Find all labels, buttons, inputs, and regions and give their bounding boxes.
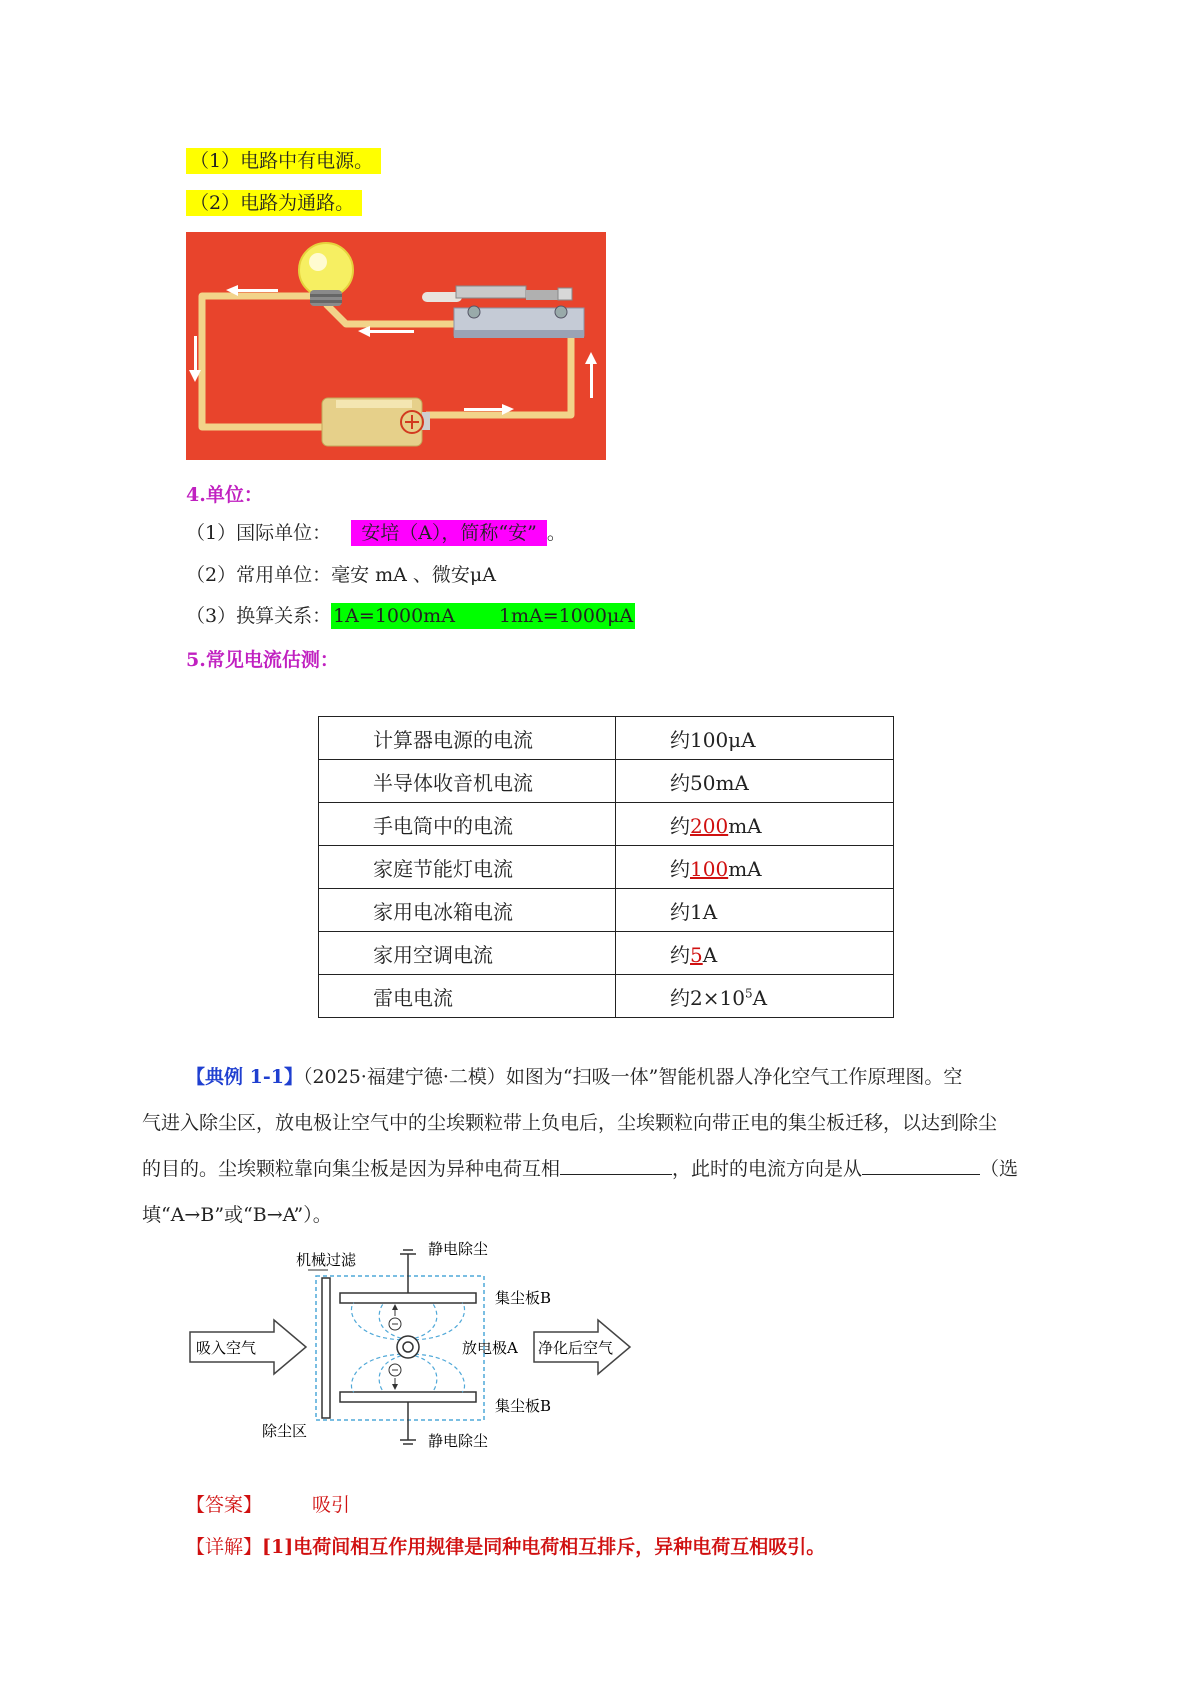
- conversion-prefix: （3）换算关系：: [186, 605, 332, 627]
- table-row: [319, 803, 894, 846]
- table-cell-item: 半导体收音机电流: [319, 760, 616, 803]
- si-unit-value: 安培（A），简称“安”: [351, 520, 547, 546]
- circuit-illustration: [186, 232, 606, 460]
- label-ground-bottom: 静电除尘: [428, 1432, 489, 1450]
- air-purifier-diagram: [188, 1240, 668, 1460]
- table-cell-value: 约$2\times 10^5A$: [616, 975, 894, 1018]
- table-cell-value: 约200mA: [616, 803, 894, 846]
- table-cell-value: 约100μA: [616, 717, 894, 760]
- table-row: [319, 975, 894, 1018]
- table-row: [319, 760, 894, 803]
- explanation-tag: 【详解】: [186, 1536, 263, 1558]
- answer-blank-2: [862, 1156, 980, 1175]
- label-intake: 吸入空气: [196, 1339, 257, 1357]
- answer-tag: 【答案】: [186, 1494, 263, 1516]
- filter-plate: [322, 1278, 330, 1418]
- table-row: [319, 717, 894, 760]
- table-cell-item: 手电筒中的电流: [319, 803, 616, 846]
- table-cell-item: 家用电冰箱电流: [319, 889, 616, 932]
- condition-closed-circuit: （2）电路为通路。: [186, 190, 362, 216]
- explanation-line: [186, 1534, 825, 1560]
- table-cell-value: 约100mA: [616, 846, 894, 889]
- collector-plate-bottom: [340, 1392, 476, 1402]
- conversion-values: 1A=1000mA 1mA=1000μA: [333, 605, 634, 627]
- label-zone: 除尘区: [262, 1422, 308, 1440]
- answer-blank-1: [560, 1156, 672, 1175]
- table-cell-item: 计算器电源的电流: [319, 717, 616, 760]
- answer-line: [186, 1492, 350, 1518]
- si-unit-suffix: 。: [546, 522, 566, 544]
- label-plate-top: 集尘板B: [495, 1289, 552, 1307]
- table-row: [319, 932, 894, 975]
- table-cell-value: 约1A: [616, 889, 894, 932]
- table-cell-item: 家用空调电流: [319, 932, 616, 975]
- label-output: 净化后空气: [538, 1339, 614, 1357]
- label-ground-top: 静电除尘: [428, 1240, 489, 1258]
- table-cell-item: 雷电电流: [319, 975, 616, 1018]
- label-discharge: 放电极A: [462, 1339, 518, 1357]
- label-plate-bottom: 集尘板B: [495, 1397, 552, 1415]
- common-units-line: （2）常用单位：毫安 mA 、微安μA: [186, 564, 496, 586]
- table-row: [319, 889, 894, 932]
- estimates-heading: 5.常见电流估测：: [186, 649, 339, 671]
- explanation-text: [1]电荷间相互作用规律是同种电荷相互排斥，异种电荷互相吸引。: [262, 1536, 826, 1558]
- condition-power-source: （1）电路中有电源。: [186, 148, 381, 174]
- units-heading: 4.单位：: [186, 484, 263, 506]
- example-tag: 【典例 1-1】: [186, 1066, 303, 1088]
- table-cell-value: 约5A: [616, 932, 894, 975]
- answer-value: 吸引: [312, 1494, 351, 1516]
- current-estimates-table: [318, 716, 894, 1018]
- conversion-line: [186, 603, 635, 629]
- label-filter: 机械过滤: [296, 1251, 357, 1269]
- table-cell-item: 家庭节能灯电流: [319, 846, 616, 889]
- si-unit-prefix: （1）国际单位：: [186, 522, 332, 544]
- table-cell-value: 约50mA: [616, 760, 894, 803]
- si-unit-line: [186, 520, 566, 546]
- collector-plate-top: [340, 1293, 476, 1303]
- table-row: [319, 846, 894, 889]
- example-problem: 【典例 1-1】（2025·福建宁德·二模）如图为“扫吸一体”智能机器人净化空气工作原理图。空 气进入除尘区，放电极让空气中的尘埃颗粒带上负电后，尘埃颗粒向带正电的集尘板迁移，以达到除尘 的目的。尘埃颗粒靠向集尘板是因为异种电荷互相 ，此时的电流方向是从 （选 填“A→B”或“B→A”）。: [142, 1066, 1019, 1226]
